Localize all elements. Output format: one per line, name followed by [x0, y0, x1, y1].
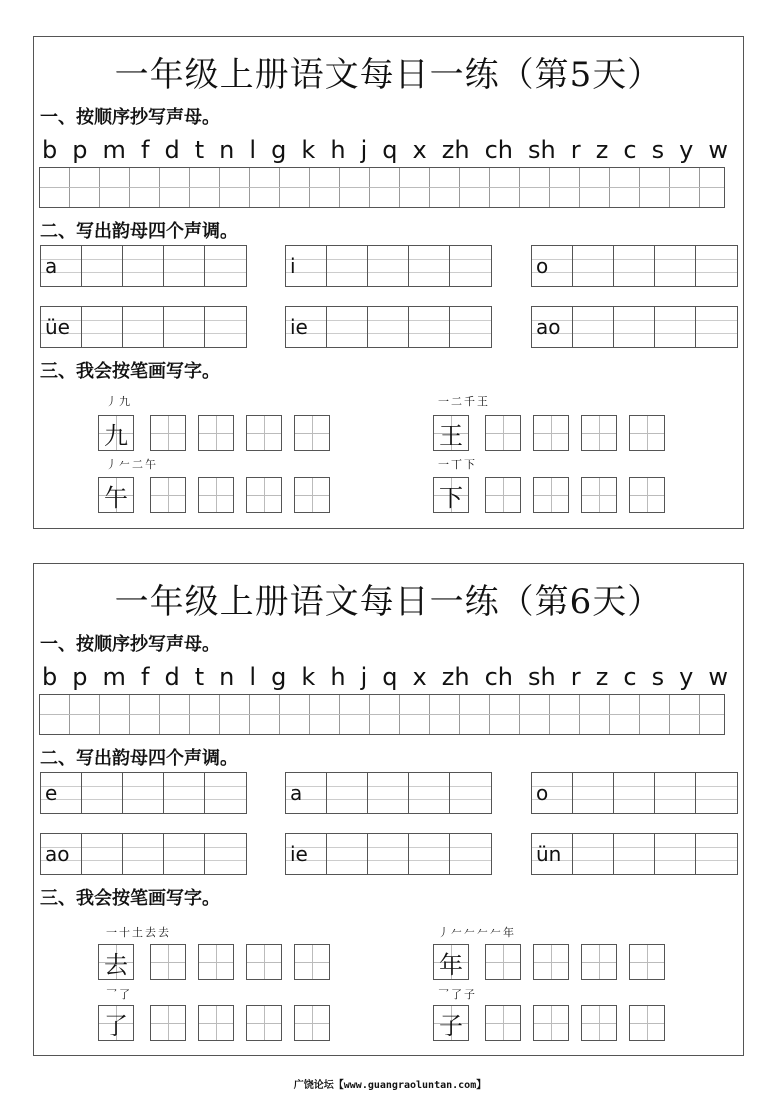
yunmu-label: e	[41, 773, 82, 813]
letter: zh	[441, 663, 470, 691]
practice-box[interactable]	[246, 944, 282, 980]
letter: z	[595, 663, 609, 691]
model-char-box	[98, 1005, 134, 1041]
letter: s	[651, 663, 665, 691]
letter: n	[219, 663, 235, 691]
practice-box[interactable]	[150, 944, 186, 980]
letter: h	[330, 136, 346, 164]
letter: m	[102, 663, 126, 691]
model-char: 了	[104, 1011, 128, 1040]
practice-box[interactable]	[198, 477, 234, 513]
yunmu-label: üe	[41, 307, 82, 347]
tone-cell[interactable]	[450, 246, 491, 286]
tone-cell[interactable]	[123, 246, 164, 286]
tone-cell[interactable]	[82, 246, 123, 286]
tone-cell[interactable]	[696, 307, 737, 347]
letter: w	[708, 136, 728, 164]
letter: d	[164, 663, 180, 691]
tone-cell[interactable]	[123, 307, 164, 347]
tone-cell[interactable]	[450, 307, 491, 347]
tone-cell[interactable]	[327, 246, 368, 286]
model-char-box	[98, 477, 134, 513]
section-1-heading: 一、按顺序抄写声母。	[40, 107, 220, 128]
practice-box[interactable]	[629, 477, 665, 513]
practice-box[interactable]	[581, 477, 617, 513]
letter: z	[595, 136, 609, 164]
model-char: 去	[104, 950, 128, 979]
letter: c	[623, 136, 637, 164]
yunmu-label: a	[41, 246, 82, 286]
yunmu-row[interactable]	[531, 306, 738, 348]
section-3-heading: 三、我会按笔画写字。	[40, 888, 220, 909]
tone-cell[interactable]	[409, 773, 450, 813]
shengmu-letters	[42, 662, 728, 692]
yunmu-row[interactable]	[40, 772, 247, 814]
model-char-box	[98, 415, 134, 451]
yunmu-row[interactable]	[531, 833, 738, 875]
char-practice-row	[98, 415, 330, 451]
yunmu-label: i	[286, 246, 327, 286]
yunmu-row[interactable]	[40, 833, 247, 875]
tone-cell[interactable]	[696, 834, 737, 874]
practice-box[interactable]	[294, 477, 330, 513]
yunmu-label: ao	[41, 834, 82, 874]
letter: sh	[528, 136, 556, 164]
letter: j	[360, 136, 368, 164]
practice-box[interactable]	[581, 415, 617, 451]
tone-cell[interactable]	[123, 773, 164, 813]
tone-cell[interactable]	[655, 773, 696, 813]
model-char-box	[433, 477, 469, 513]
letter: m	[102, 136, 126, 164]
page-title: 一年级上册语文每日一练（第5天）	[114, 55, 663, 95]
yunmu-row[interactable]	[285, 772, 492, 814]
tone-cell[interactable]	[696, 246, 737, 286]
letter: f	[140, 663, 150, 691]
tone-cell[interactable]	[573, 246, 614, 286]
char-practice-row	[433, 415, 665, 451]
tone-cell[interactable]	[450, 773, 491, 813]
yunmu-row[interactable]	[531, 772, 738, 814]
tone-cell[interactable]	[164, 834, 205, 874]
model-char-box	[433, 1005, 469, 1041]
tone-cell[interactable]	[164, 246, 205, 286]
practice-box[interactable]	[198, 944, 234, 980]
letter: s	[651, 136, 665, 164]
letter: b	[42, 663, 58, 691]
yunmu-row[interactable]	[40, 245, 247, 287]
stroke-order: 丿九	[106, 395, 132, 408]
stroke-order: 乛了	[106, 988, 132, 1001]
practice-box[interactable]	[246, 1005, 282, 1041]
tone-cell[interactable]	[164, 307, 205, 347]
tone-cell[interactable]	[450, 834, 491, 874]
letter: k	[301, 136, 316, 164]
practice-box[interactable]	[629, 1005, 665, 1041]
tone-cell[interactable]	[409, 307, 450, 347]
tone-cell[interactable]	[655, 246, 696, 286]
practice-box[interactable]	[150, 477, 186, 513]
tone-cell[interactable]	[655, 307, 696, 347]
tone-cell[interactable]	[614, 246, 655, 286]
practice-box[interactable]	[150, 1005, 186, 1041]
letter: d	[164, 136, 180, 164]
model-char: 子	[439, 1011, 463, 1040]
char-practice-row	[433, 477, 665, 513]
letter: ch	[484, 136, 514, 164]
letter: ch	[484, 663, 514, 691]
tone-cell[interactable]	[614, 307, 655, 347]
tone-cell[interactable]	[164, 773, 205, 813]
model-char: 年	[439, 950, 463, 979]
letter: g	[271, 663, 287, 691]
practice-box[interactable]	[581, 1005, 617, 1041]
practice-box[interactable]	[629, 415, 665, 451]
section-2-heading: 二、写出韵母四个声调。	[40, 221, 238, 242]
stroke-order: 丿𠂉𠂉𠂉𠂉年	[438, 926, 516, 939]
letter: l	[249, 136, 257, 164]
letter: r	[570, 663, 581, 691]
letter: x	[412, 663, 427, 691]
stroke-order: 丿𠂉二午	[106, 458, 158, 471]
tone-cell[interactable]	[368, 834, 409, 874]
tone-cell[interactable]	[573, 834, 614, 874]
practice-box[interactable]	[294, 415, 330, 451]
copy-writing-strip[interactable]	[39, 167, 725, 208]
site-footer: 广饶论坛【www.guangraoluntan.com】	[293, 1080, 487, 1091]
model-char: 九	[104, 421, 128, 450]
model-char-box	[433, 415, 469, 451]
tone-cell[interactable]	[205, 246, 246, 286]
tone-cell[interactable]	[368, 246, 409, 286]
yunmu-row[interactable]	[285, 833, 492, 875]
tone-cell[interactable]	[409, 246, 450, 286]
letter: l	[249, 663, 257, 691]
practice-box[interactable]	[198, 1005, 234, 1041]
yunmu-row[interactable]	[285, 306, 492, 348]
tone-cell[interactable]	[82, 773, 123, 813]
letter: f	[140, 136, 150, 164]
yunmu-label: ao	[532, 307, 573, 347]
letter: x	[412, 136, 427, 164]
tone-cell[interactable]	[573, 307, 614, 347]
letter: b	[42, 136, 58, 164]
tone-cell[interactable]	[327, 834, 368, 874]
yunmu-row[interactable]	[531, 245, 738, 287]
letter: t	[194, 663, 205, 691]
letter: sh	[528, 663, 556, 691]
practice-box[interactable]	[533, 944, 569, 980]
practice-box[interactable]	[198, 415, 234, 451]
stroke-order: 一二千王	[438, 395, 490, 408]
section-2-heading: 二、写出韵母四个声调。	[40, 748, 238, 769]
tone-cell[interactable]	[82, 834, 123, 874]
char-practice-row	[98, 1005, 330, 1041]
tone-cell[interactable]	[205, 773, 246, 813]
tone-cell[interactable]	[614, 834, 655, 874]
tone-cell[interactable]	[368, 307, 409, 347]
yunmu-row[interactable]	[285, 245, 492, 287]
letter: h	[330, 663, 346, 691]
letter: p	[72, 136, 88, 164]
practice-box[interactable]	[533, 1005, 569, 1041]
tone-cell[interactable]	[327, 307, 368, 347]
tone-cell[interactable]	[614, 773, 655, 813]
letter: q	[382, 136, 398, 164]
tone-cell[interactable]	[573, 773, 614, 813]
practice-box[interactable]	[294, 944, 330, 980]
stroke-order: 一十土去去	[106, 926, 171, 939]
letter: n	[219, 136, 235, 164]
practice-box[interactable]	[533, 415, 569, 451]
letter: y	[679, 663, 694, 691]
yunmu-label: ie	[286, 307, 327, 347]
yunmu-row[interactable]	[40, 306, 247, 348]
model-char: 王	[439, 421, 463, 450]
worksheet-day5	[33, 36, 744, 529]
yunmu-label: ie	[286, 834, 327, 874]
yunmu-label: ün	[532, 834, 573, 874]
tone-cell[interactable]	[327, 773, 368, 813]
letter: q	[382, 663, 398, 691]
letter: k	[301, 663, 316, 691]
model-char: 下	[439, 483, 463, 512]
practice-box[interactable]	[629, 944, 665, 980]
yunmu-label: a	[286, 773, 327, 813]
letter: g	[271, 136, 287, 164]
char-practice-row	[433, 944, 665, 980]
tone-cell[interactable]	[368, 773, 409, 813]
letter: c	[623, 663, 637, 691]
char-practice-row	[98, 477, 330, 513]
stroke-order: 一丅下	[438, 458, 477, 471]
practice-box[interactable]	[294, 1005, 330, 1041]
practice-box[interactable]	[485, 1005, 521, 1041]
shengmu-letters	[42, 135, 728, 165]
yunmu-label: o	[532, 773, 573, 813]
worksheet-day6	[33, 563, 744, 1056]
practice-box[interactable]	[485, 944, 521, 980]
practice-box[interactable]	[246, 415, 282, 451]
page-title: 一年级上册语文每日一练（第6天）	[114, 582, 663, 622]
practice-box[interactable]	[246, 477, 282, 513]
model-char: 午	[104, 483, 128, 512]
section-3-heading: 三、我会按笔画写字。	[40, 361, 220, 382]
model-char-box	[433, 944, 469, 980]
practice-box[interactable]	[485, 477, 521, 513]
tone-cell[interactable]	[696, 773, 737, 813]
letter: r	[570, 136, 581, 164]
letter: p	[72, 663, 88, 691]
section-1-heading: 一、按顺序抄写声母。	[40, 634, 220, 655]
letter: y	[679, 136, 694, 164]
char-practice-row	[98, 944, 330, 980]
stroke-order: 乛了子	[438, 988, 477, 1001]
char-practice-row	[433, 1005, 665, 1041]
practice-box[interactable]	[485, 415, 521, 451]
tone-cell[interactable]	[205, 307, 246, 347]
letter: t	[194, 136, 205, 164]
tone-cell[interactable]	[205, 834, 246, 874]
tone-cell[interactable]	[82, 307, 123, 347]
letter: zh	[441, 136, 470, 164]
tone-cell[interactable]	[409, 834, 450, 874]
letter: w	[708, 663, 728, 691]
practice-box[interactable]	[533, 477, 569, 513]
copy-writing-strip[interactable]	[39, 694, 725, 735]
tone-cell[interactable]	[123, 834, 164, 874]
tone-cell[interactable]	[655, 834, 696, 874]
practice-box[interactable]	[150, 415, 186, 451]
letter: j	[360, 663, 368, 691]
model-char-box	[98, 944, 134, 980]
practice-box[interactable]	[581, 944, 617, 980]
yunmu-label: o	[532, 246, 573, 286]
